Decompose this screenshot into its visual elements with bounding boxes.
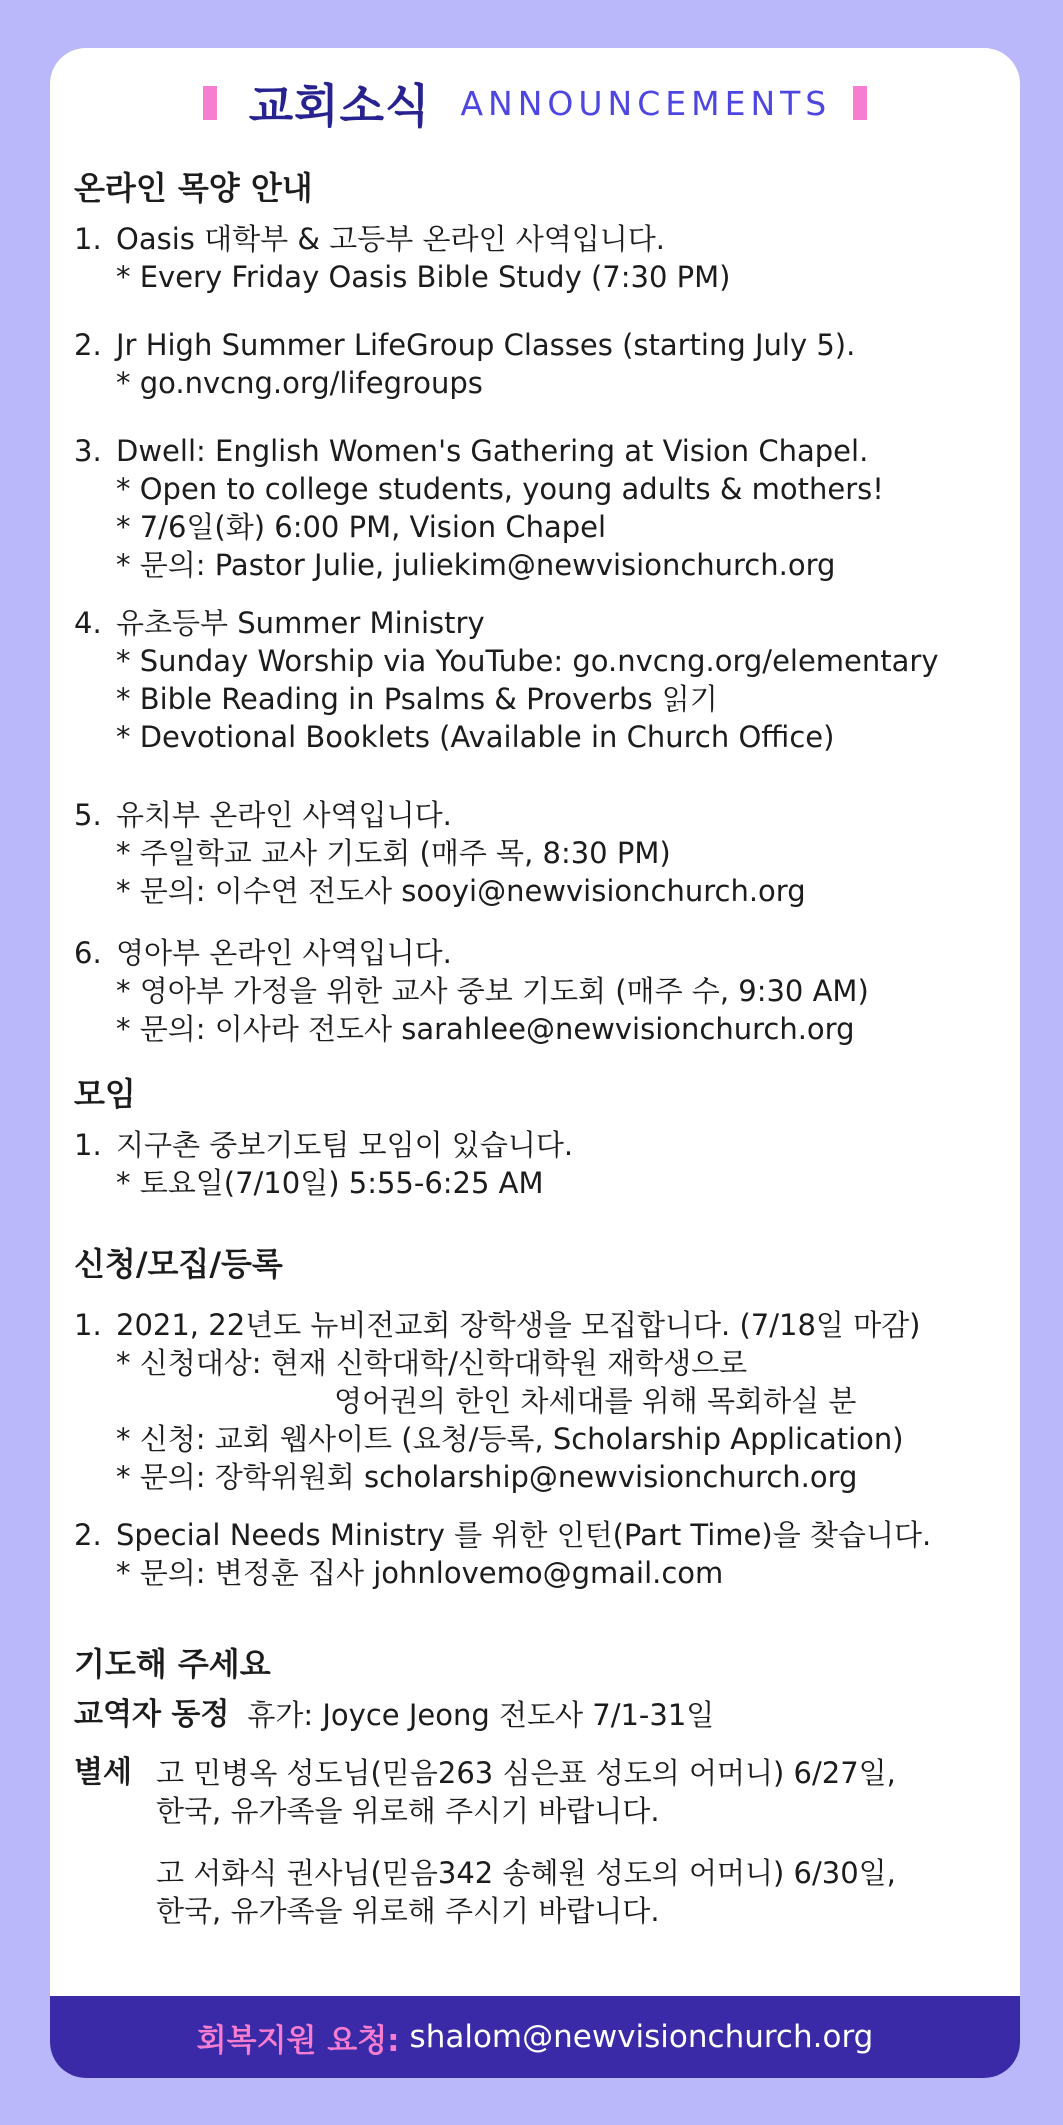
title-korean: 교회소식 [248,79,431,133]
condolence-line: 한국, 유가족을 위로해 주시기 바랍니다. [156,1794,660,1828]
list-item [74,1126,1009,1202]
item-number: 4. [74,606,102,640]
item-subline: * 7/6일(화) 6:00 PM, Vision Chapel [116,510,607,544]
title-english: ANNOUNCEMENTS [460,83,832,123]
item-number: 2. [74,1518,102,1552]
list-item [74,1306,1009,1496]
item-line: 유초등부 Summer Ministry [116,606,485,640]
announcement-card [50,48,1020,2078]
right-accent-bar [853,86,867,120]
item-number: 1. [74,222,102,256]
staff-news-row [74,1696,1009,1734]
item-subline: * Every Friday Oasis Bible Study (7:30 PM) [116,260,731,294]
item-subline: * 신청: 교회 웹사이트 (요청/등록, Scholarship Application) [116,1422,904,1456]
item-subline: * Bible Reading in Psalms & Proverbs 읽기 [116,682,718,716]
item-line: 영아부 온라인 사역입니다. [116,936,452,970]
item-subline: * 문의: 이수연 전도사 sooyi@newvisionchurch.org [116,874,806,908]
item-number: 5. [74,798,102,832]
list-item [74,326,1009,402]
item-line: 2021, 22년도 뉴비전교회 장학생을 모집합니다. (7/18일 마감) [116,1308,921,1342]
item-subline: * 신청대상: 현재 신학대학/신학대학원 재학생으로 [116,1346,748,1380]
list-item [74,432,1009,584]
left-accent-bar [203,86,217,120]
item-line: Jr High Summer LifeGroup Classes (starting July 5). [116,328,856,362]
item-number: 3. [74,434,102,468]
header [50,70,1020,136]
item-subline: * 주일학교 교사 기도회 (매주 목, 8:30 PM) [116,836,671,870]
item-line: 유치부 온라인 사역입니다. [116,798,452,832]
item-subline: * Devotional Booklets (Available in Church Office) [116,720,835,754]
list-item [74,796,1009,910]
condolence-line: 고 서화식 권사님(믿음342 송혜원 성도의 어머니) 6/30일, [156,1856,896,1890]
item-subline-continued: 영어권의 한인 차세대를 위해 목회하실 분 [334,1384,857,1418]
list-item [74,1516,1009,1592]
condolence-label: 별세 [74,1755,132,1790]
condolence-line: 고 민병옥 성도님(믿음263 심은표 성도의 어머니) 6/27일, [156,1756,896,1790]
item-number: 6. [74,936,102,970]
item-number: 1. [74,1308,102,1342]
item-line: 지구촌 중보기도팀 모임이 있습니다. [116,1128,574,1162]
section-title-gatherings: 모임 [74,1075,136,1113]
staff-news-label: 교역자 동정 [74,1697,230,1732]
section-title-registration: 신청/모집/등록 [74,1245,283,1283]
item-subline: * 문의: Pastor Julie, juliekim@newvisionchurch.org [116,548,836,582]
item-line: Oasis 대학부 & 고등부 온라인 사역입니다. [116,222,665,256]
item-subline: * 문의: 장학위원회 scholarship@newvisionchurch.org [116,1460,858,1494]
condolence-line: 한국, 유가족을 위로해 주시기 바랍니다. [156,1894,660,1928]
item-subline: * Sunday Worship via YouTube: go.nvcng.org/elementary [116,644,939,678]
list-item [74,220,1009,296]
item-subline: * go.nvcng.org/lifegroups [116,366,483,400]
footer-email-link[interactable]: shalom@newvisionchurch.org [409,2019,874,2055]
item-line: Dwell: English Women's Gathering at Vision Chapel. [116,434,869,468]
item-number: 2. [74,328,102,362]
content [74,166,1009,1930]
item-subline: * 문의: 변정훈 집사 johnlovemo@gmail.com [116,1556,724,1590]
section-title-online-ministry: 온라인 목양 안내 [74,169,313,207]
footer-label: 회복지원 요청: [196,2022,400,2059]
section-title-prayer: 기도해 주세요 [74,1645,271,1683]
footer-banner [50,1996,1020,2078]
item-number: 1. [74,1128,102,1162]
condolence-block [74,1754,1009,1930]
item-subline: * 토요일(7/10일) 5:55-6:25 AM [116,1166,544,1200]
list-item [74,934,1009,1048]
item-subline: * 영아부 가정을 위한 교사 중보 기도회 (매주 수, 9:30 AM) [116,974,869,1008]
list-item [74,604,1009,756]
item-subline: * 문의: 이사라 전도사 sarahlee@newvisionchurch.org [116,1012,855,1046]
item-line: Special Needs Ministry 를 위한 인턴(Part Time)을 찾습니다. [116,1518,932,1552]
staff-news-text: 휴가: Joyce Jeong 전도사 7/1-31일 [247,1698,715,1732]
item-subline: * Open to college students, young adults & mothers! [116,472,884,506]
